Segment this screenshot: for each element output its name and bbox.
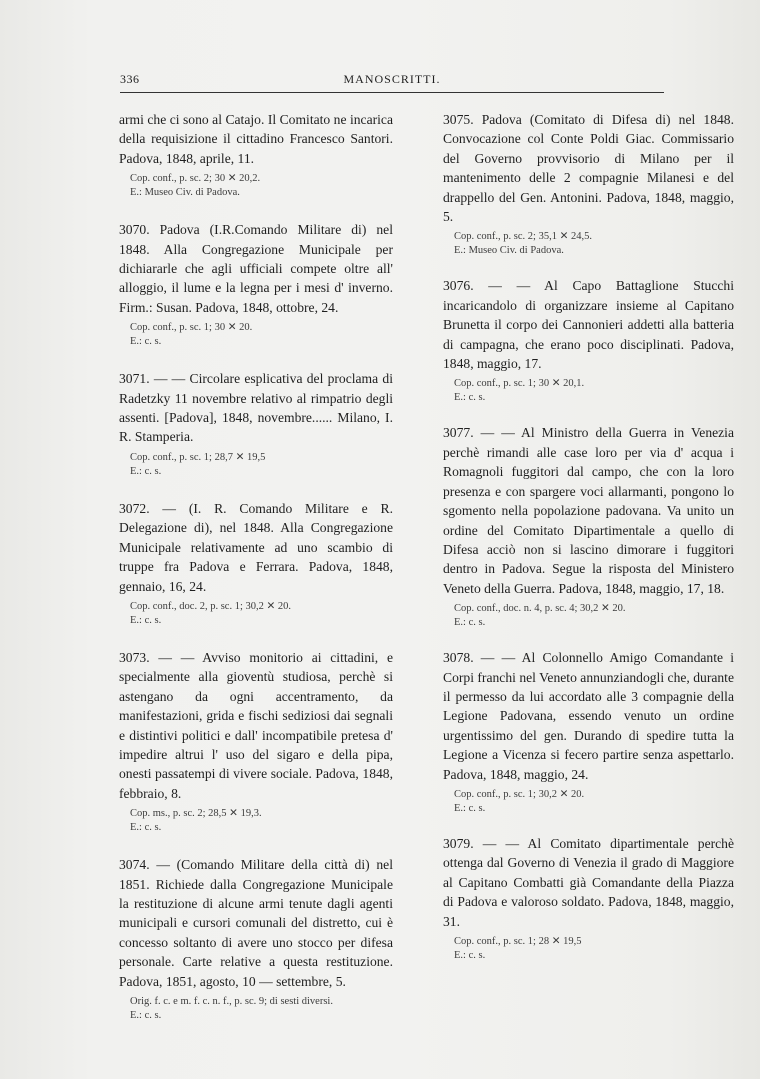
entry-text: 3079. — — Al Comitato dipartimentale perchè ottenga dal Governo di Venezia il grado di Maggiore al Capitano Combatti già Comandante della Piazza di Padova e valoroso soldato. Padova, 1848, maggio, 31.	[443, 835, 734, 929]
citation-location: E.: Museo Civ. di Padova.	[454, 245, 564, 257]
citation-line: Cop. conf., p. sc. 2; 30 ✕ 20,2.	[130, 173, 261, 185]
citation-location: E.: Museo Civ. di Padova.	[130, 187, 240, 199]
citation-location: E.: c. s.	[130, 465, 162, 477]
catalog-entry	[119, 220, 393, 349]
entry-citation	[130, 807, 393, 835]
left-column	[119, 110, 393, 1043]
citation-location: E.: c. s.	[454, 617, 486, 629]
citation-line: Cop. conf., doc. n. 4, p. sc. 4; 30,2 ✕ 20.	[454, 603, 626, 615]
citation-location: E.: c. s.	[454, 950, 486, 961]
entry-citation	[454, 788, 734, 816]
citation-line: Cop. conf., p. sc. 2; 35,1 ✕ 24,5.	[454, 231, 592, 243]
catalog-entry	[119, 648, 393, 835]
entry-text: 3078. — — Al Colonnello Amigo Comandante i Corpi franchi nel Veneto annunziandogli che, durante il permesso da lui accordato alle 3 compagnie della Legione Padovana, essendo venuto un ordine urgentissimo del gen. Durando di spedire tutta la Legione a Vicenza si fecero partire senza aspettarlo. Padova, 1848, maggio, 24.	[443, 650, 734, 782]
catalog-entry	[119, 499, 393, 628]
citation-location: E.: c. s.	[454, 392, 486, 404]
entry-citation	[454, 230, 734, 258]
citation-location: E.: c. s.	[454, 802, 486, 814]
catalog-entry	[119, 369, 393, 479]
citation-line: Cop. conf., p. sc. 1; 30 ✕ 20.	[130, 322, 253, 334]
entry-text: 3077. — — Al Ministro della Guerra in Venezia perchè rimandi alle case loro per via d' acqua i Romagnoli fuggitori dal campo, che con la loro presenza e con spargere voci allarmanti, pongono lo sgomento nella popolazione padovana. Va unito un ordine del Comitato Dipartimentale a quello di Difesa acciò non si lascino dimorare i fuggitori dentro in Padova. Segue la risposta del Ministero Veneto della Guerra. Padova, 1848, maggio, 17, 18.	[443, 425, 734, 596]
entry-citation	[130, 172, 393, 200]
citation-line: Orig. f. c. e m. f. c. n. f., p. sc. 9; di sesti diversi.	[130, 996, 333, 1007]
citation-line: Cop. conf., p. sc. 1; 28 ✕ 19,5	[454, 936, 582, 947]
catalog-entry	[443, 648, 734, 816]
page-number: 336	[120, 72, 140, 86]
entry-text: 3075. Padova (Comitato di Difesa di) nel 1848. Convocazione col Conte Poldi Giac. Commissario del Governo provvisorio di Milano per il mantenimento delle 2 compagnie Milanesi e del drappello del Gen. Antonini. Padova, 1848, maggio, 5.	[443, 112, 734, 225]
entry-citation	[130, 995, 393, 1023]
citation-location: E.: c. s.	[130, 614, 162, 626]
catalog-entry	[443, 423, 734, 630]
entry-citation	[130, 321, 393, 349]
citation-line: Cop. conf., p. sc. 1; 30,2 ✕ 20.	[454, 788, 585, 800]
entry-text: 3071. — — Circolare esplicativa del proclama di Radetzky 11 novembre relativo al rimpatrio degli assenti. [Padova], 1848, novembre...... Milano, I. R. Stamperia.	[119, 371, 393, 445]
citation-line: Cop. conf., p. sc. 1; 30 ✕ 20,1.	[454, 378, 585, 390]
header-rule	[120, 92, 664, 93]
citation-location: E.: c. s.	[130, 822, 162, 834]
right-column	[443, 110, 734, 981]
catalog-entry	[119, 110, 393, 200]
citation-line: Cop. conf., doc. 2, p. sc. 1; 30,2 ✕ 20.	[130, 600, 292, 612]
entry-text: 3070. Padova (I.R.Comando Militare di) nel 1848. Alla Congregazione Municipale per dichiararle che agli ufficiali compete oltre all' alloggio, il lume e la legna per i mesi d' inverno. Firm.: Susan. Padova, 1848, ottobre, 24.	[119, 222, 393, 315]
entry-text: 3072. — (I. R. Comando Militare e R. Delegazione di), nel 1848. Alla Congregazione Municipale relativamente ad uno scambio di truppe fra Padova e Ferrara. Padova, 1848, gennaio, 16, 24.	[119, 500, 393, 594]
running-title: MANOSCRITTI.	[343, 72, 441, 86]
entry-text: 3076. — — Al Capo Battaglione Stucchi incaricandolo di organizzare insieme al Capitano Brunetta il corpo dei Cannonieri addetti alla batteria di campagna, che erano poco disciplinati. Padova, 1848, maggio, 17.	[443, 278, 734, 372]
entry-text: 3074. — (Comando Militare della città di) nel 1851. Richiede dalla Congregazione Municipale la restituzione di alcune armi tenute dagli agenti municipali e cursori comunali del distretto, cui è concesso soltanto di avere uno stocco per difesa personale. Carte relative a questa restituzione. Padova, 1851, agosto, 10 — settembre, 5.	[119, 857, 393, 989]
entry-text: armi che ci sono al Catajo. Il Comitato ne incarica della requisizione il cittadino Francesco Santori. Padova, 1848, aprile, 11.	[119, 112, 393, 166]
entry-citation	[454, 377, 734, 405]
catalog-entry	[443, 834, 734, 963]
entry-text: 3073. — — Avviso monitorio ai cittadini, e specialmente alla gioventù studiosa, perchè si astengano da ogni accentramento, da manifestazioni, grida e fischi sediziosi dai segnali e distintivi politici e dall' incompatibile pretesa d' impedire altrui l' uso del sigaro e della pipa, onesti passatempi di vivere sociale. Padova, 1848, febbraio, 8.	[119, 649, 393, 801]
entry-citation	[130, 600, 393, 628]
entry-citation	[454, 602, 734, 630]
catalog-entry	[443, 110, 734, 258]
entry-citation	[454, 935, 734, 963]
entry-citation	[130, 451, 393, 479]
citation-line: Cop. conf., p. sc. 1; 28,7 ✕ 19,5	[130, 451, 266, 463]
citation-line: Cop. ms., p. sc. 2; 28,5 ✕ 19,3.	[130, 808, 262, 820]
catalog-entry	[443, 276, 734, 405]
catalog-entry	[119, 855, 393, 1023]
citation-location: E.: c. s.	[130, 1010, 162, 1021]
running-header	[120, 72, 664, 94]
citation-location: E.: c. s.	[130, 336, 162, 348]
